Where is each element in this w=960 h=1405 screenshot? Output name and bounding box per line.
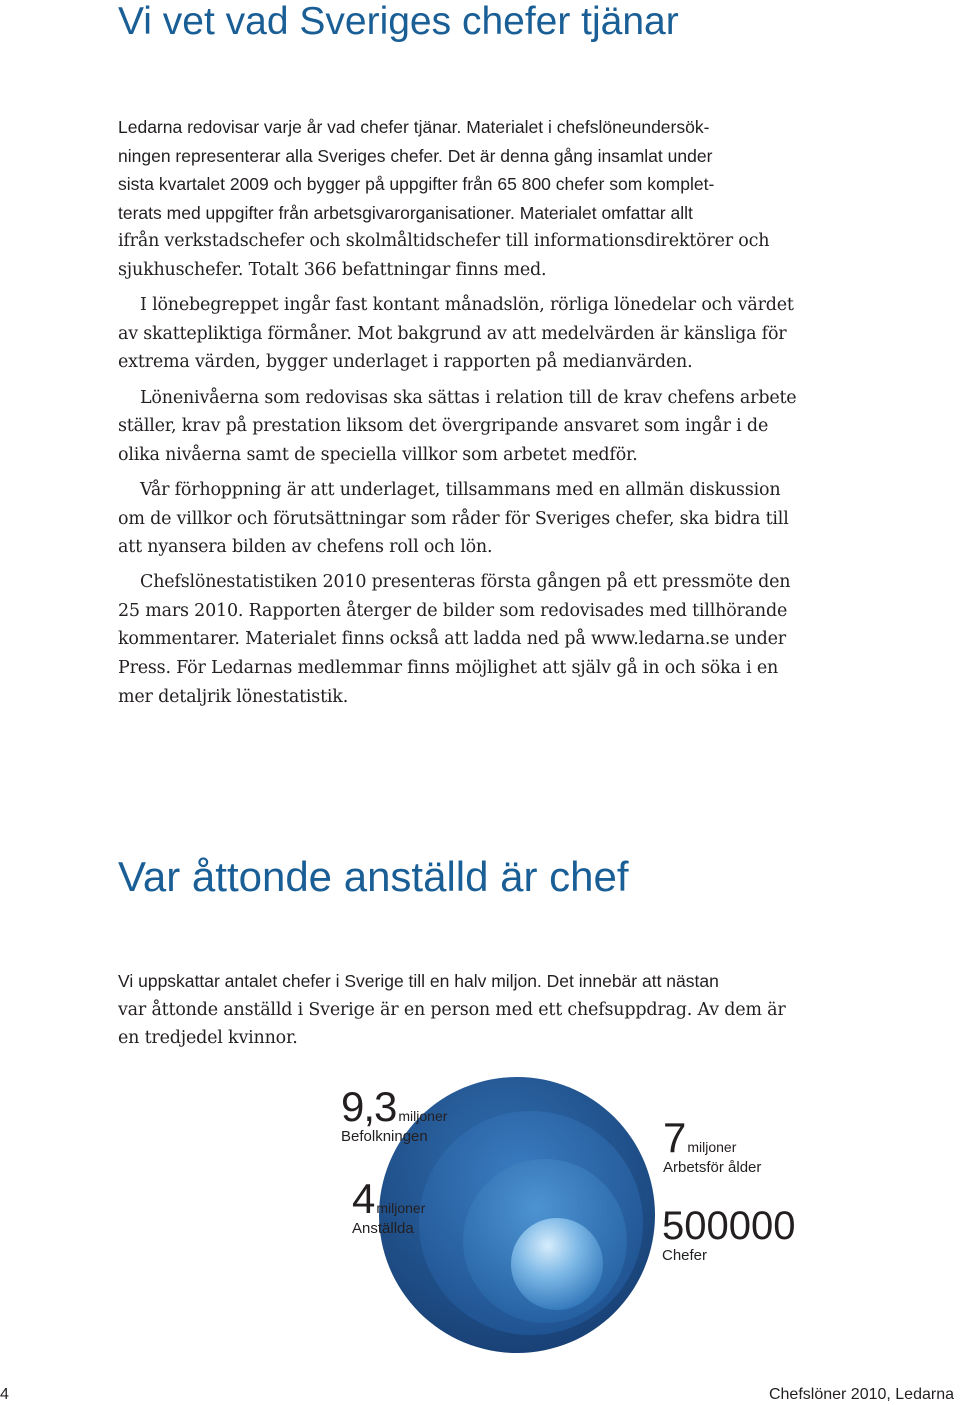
text-line: 25 mars 2010. Rapporten återger de bilder som redovisades med tillhörande <box>118 600 788 621</box>
stat-unit: miljoner <box>376 1200 426 1216</box>
stat-label: Anställda <box>352 1220 414 1237</box>
text-line: kommentarer. Materialet finns också att ladda ned på www.ledarna.se under <box>118 629 786 650</box>
managers-circle <box>511 1218 603 1310</box>
text-line: Chefslönestatistiken 2010 presenteras första gången på ett pressmöte den <box>140 572 791 593</box>
paragraph-2 <box>118 291 838 377</box>
stat-population <box>341 1083 448 1145</box>
text-line: var åttonde anställd i Sverige är en person med ett chefsuppdrag. Av dem är <box>118 999 786 1020</box>
text-line: ningen representerar alla Sveriges chefer. Det är denna gång insamlat under <box>118 145 713 166</box>
text-line: ställer, krav på prestation liksom det övergripande ansvaret som ingår i de <box>118 416 769 437</box>
text-line: av skattepliktiga förmåner. Mot bakgrund av att medelvärden är känsliga för <box>118 323 787 344</box>
paragraph-1 <box>118 113 838 285</box>
text-line: olika nivåerna samt de speciella villkor som arbetet medför. <box>118 444 638 465</box>
page-title: Vi vet vad Sveriges chefer tjänar <box>118 0 679 43</box>
stat-value: 9,3 <box>341 1083 397 1130</box>
text-line: extrema värden, bygger underlaget i rapporten på medianvärden. <box>118 352 693 373</box>
text-line: I lönebegreppet ingår fast kontant månadslön, rörliga lönedelar och värdet <box>140 295 794 316</box>
text-line: sjukhuschefer. Totalt 366 befattningar finns med. <box>118 259 547 280</box>
text-line: om de villkor och förutsättningar som råder för Sveriges chefer, ska bidra till <box>118 508 789 529</box>
stat-managers <box>662 1205 795 1264</box>
page-number: 4 <box>0 1386 9 1403</box>
text-line: Press. För Ledarnas medlemmar finns möjlighet att själv gå in och söka i en <box>118 658 779 679</box>
text-line: Vår förhoppning är att underlaget, tillsammans med en allmän diskussion <box>140 479 781 500</box>
text-line: mer detaljrik lönestatistik. <box>118 686 349 707</box>
stat-value: 4 <box>352 1175 375 1222</box>
stat-label: Arbetsför ålder <box>663 1159 762 1176</box>
stat-unit: miljoner <box>687 1139 737 1155</box>
text-line: att nyansera bilden av chefens roll och lön. <box>118 537 493 558</box>
section-title: Var åttonde anställd är chef <box>118 853 629 900</box>
text-line: sista kvartalet 2009 och bygger på uppgifter från 65 800 chefer som komplet- <box>118 174 715 195</box>
paragraph-3 <box>118 384 838 470</box>
stat-value: 7 <box>663 1114 686 1161</box>
text-line: en tredjedel kvinnor. <box>118 1028 298 1049</box>
paragraph-4 <box>118 476 838 562</box>
text-line: terats med uppgifter från arbetsgivarorganisationer. Materialet omfattar allt <box>118 202 693 223</box>
text-line: Ledarna redovisar varje år vad chefer tjänar. Materialet i chefslöneundersök- <box>118 117 710 137</box>
section-text <box>118 967 838 1059</box>
intro-text <box>118 113 838 718</box>
stat-label: Chefer <box>662 1247 708 1264</box>
text-line: Vi uppskattar antalet chefer i Sverige till en halv miljon. Det innebär att nästan <box>118 971 719 991</box>
text-line: Lönenivåerna som redovisas ska sättas i relation till de krav chefens arbete <box>140 387 797 408</box>
stat-label: Befolkningen <box>341 1128 428 1145</box>
paragraph-1 <box>118 967 838 1053</box>
stat-workforce <box>663 1114 762 1176</box>
stat-unit: miljoner <box>398 1108 448 1124</box>
text-line: ifrån verkstadschefer och skolmåltidschefer till informationsdirektörer och <box>118 231 770 252</box>
paragraph-5 <box>118 568 838 711</box>
footer-title: Chefslöner 2010, Ledarna <box>768 1386 954 1403</box>
stat-employed <box>352 1175 426 1237</box>
stat-value: 500000 <box>662 1204 796 1248</box>
